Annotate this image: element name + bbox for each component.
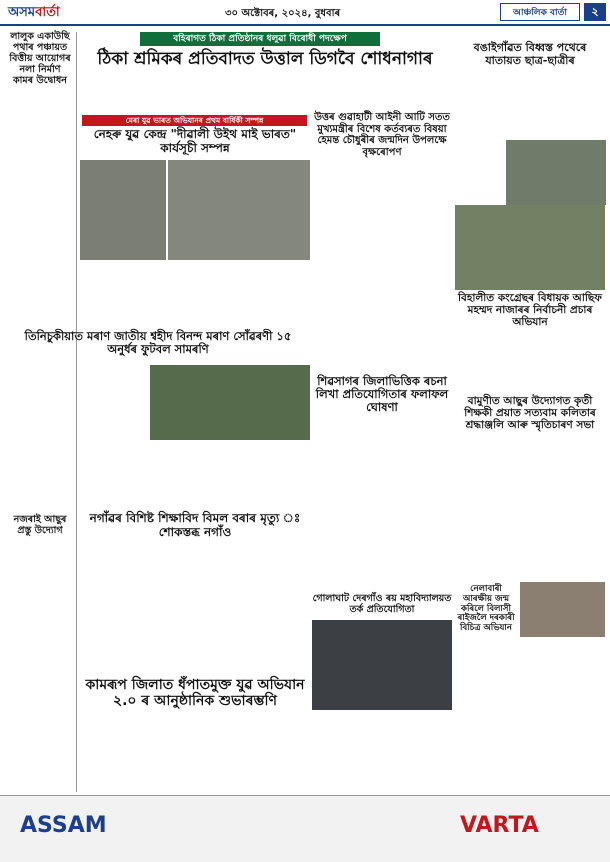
barpeta-headline: বামুণীত আছুৰ উদ্যোগত কৃতী শিক্ষকী প্ৰয়াত সত্যবাম কলিতাৰ শ্ৰদ্ধাঞ্জলি আৰু স্মৃতিচাৰণ সভা xyxy=(464,395,596,432)
guwahati-headline: উত্তৰ গুৱাহাটী আইনী আটি সতত মুখ্যমন্ত্ৰীৰ বিশেষ কৰ্তব্যৰত বিষয়া হেমন্ত চৌধুৰীৰ জন্মদিন উপলক্ষে বৃক্ষৰোপণ xyxy=(314,112,450,158)
nehru-photo-2 xyxy=(168,160,310,260)
nehru-kicker: মেৰা যুৱ ভাৰত অভিযানৰ প্ৰথম বাৰ্ষিকী সম্পন্ন xyxy=(82,115,307,126)
barpeta-body xyxy=(455,445,605,580)
guwahati-body xyxy=(312,170,452,370)
banner-right-text: VARTA xyxy=(460,813,539,838)
publication-date: ৩০ অক্টোবৰ, ২০২৪, বুধবাৰ xyxy=(225,8,341,19)
left-col-mid-body xyxy=(6,558,74,788)
sivasagar-headline: শিৱসাগৰ জিলাভিত্তিক ৰচনা লিখা প্ৰতিযোগিতাৰ ফলাফল ঘোষণা xyxy=(315,374,449,415)
nehru-photo-1 xyxy=(80,160,166,260)
golaghat-photo xyxy=(312,620,452,710)
bihali-headline: বিহালীত কংগ্ৰেছৰ বিধায়ক আছিফ মহম্মদ নাজাৰৰ নিৰ্বাচনী প্ৰচাৰ অভিযান xyxy=(458,292,602,329)
nehru-body xyxy=(80,265,310,320)
right-top-headline: বঙাইগাঁৱত বিধ্বস্ত পথেৰে যাতায়ত ছাত্ৰ-ছাত্ৰীৰ xyxy=(473,41,587,67)
nelabari-body xyxy=(455,640,605,790)
banner-left-text: ASSAM xyxy=(20,813,107,838)
right-top-photo xyxy=(506,140,606,205)
nelabari-photo xyxy=(520,582,605,637)
nagaon-body xyxy=(80,548,310,670)
main-body xyxy=(80,76,450,110)
football-headline: তিনিচুকীয়াত মৰাণ জাতীয় শ্বহীদ বিনন্দ মৰাণ সোঁৱৰণী ১৫ অনুৰ্ধৰ ফুটবল সামৰণি xyxy=(24,329,292,357)
sivasagar-body xyxy=(312,430,452,590)
football-photo xyxy=(150,365,310,440)
kamrup-headline: কামৰূপ জিলাত ধঁপাতমুক্ত যুৱ অভিযান ২.০ ৰ আনুষ্ঠানিক শুভাৰম্ভণি xyxy=(85,677,305,710)
left-col-top-headline: লালুক একাউছি পথাৰ পঞ্চায়ত বিত্তীয় আয়োগৰ নলা নিৰ্মাণ কামৰ উদ্বোধন xyxy=(9,31,71,86)
golaghat-headline: গোলাঘাট দেৰগাঁও ৰয় মহাবিদ্যালয়ত তৰ্ক প্ৰতিযোগিতা xyxy=(312,593,452,615)
football-body xyxy=(6,365,146,505)
nagaon-headline: নগাঁৱৰ বিশিষ্ট শিক্ষাবিদ বিমল বৰাৰ মৃত্যু ঃ শোকস্তব্ধ নগাঁও xyxy=(89,511,301,539)
section-label: আঞ্চলিক বাৰ্তা xyxy=(500,3,580,21)
bihali-body xyxy=(455,322,605,392)
football-body-2 xyxy=(150,444,310,504)
newspaper-logo: অসমবাৰ্তা xyxy=(8,5,60,20)
golaghat-body xyxy=(312,712,452,790)
main-headline: ঠিকা শ্ৰমিকৰ প্ৰতিবাদত উত্তাল ডিগবৈ শোধনাগাৰ xyxy=(97,49,433,69)
nehru-headline: নেহৰু যুৱ কেন্দ্ৰ "দীৱালী উইথ মাই ভাৰত" কাৰ্যসূচী সম্পন্ন xyxy=(93,127,297,155)
nelabari-headline: নেলাবাৰী আৰক্ষীয় জন্ম কৰিলে বিলাসী ৰাইজলৈ দৰকাৰী বিচিত্ৰ অভিযান xyxy=(457,584,515,634)
kamrup-body xyxy=(80,720,310,790)
page-number: ২ xyxy=(584,3,606,21)
main-kicker: বহিৰাগত ঠিকা প্ৰতিষ্ঠানৰ ধলুৱা বিৰোধী পদক্ষেপ xyxy=(140,32,380,46)
guwahati-photo xyxy=(455,205,605,290)
left-col-mid-headline: নজৰাই আছুৰ প্ৰস্তু উদ্যোগ xyxy=(13,514,67,536)
bottom-advertisement xyxy=(0,795,610,862)
